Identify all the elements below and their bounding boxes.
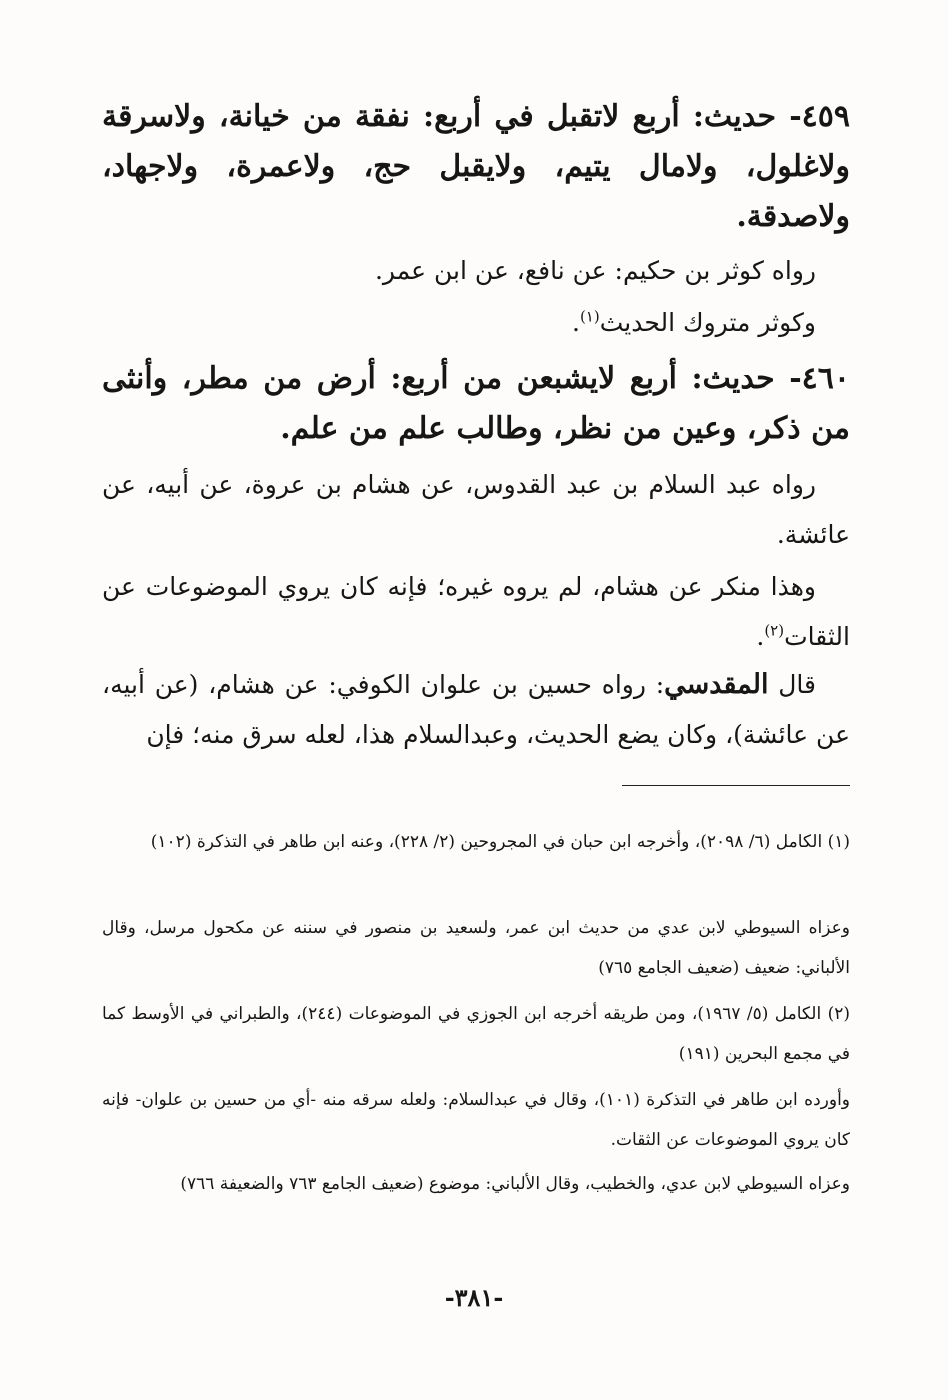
page-number: -٣٨١- (444, 1283, 504, 1312)
footnote-2c: وعزاه السيوطي لابن عدي، والخطيب، وقال الألباني: موضوع (ضعيف الجامع ٧٦٣ والضعيفة ٧٦٦) (180, 1174, 850, 1194)
footnote-1b: وعزاه السيوطي لابن عدي من حديث ابن عمر، ولسعيد بن منصور في سننه عن مكحول مرسل، وقال الألباني: ضعيف (ضعيف الجامع ٧٦٥) (102, 918, 850, 978)
maqdisi-lead: قال (778, 670, 816, 699)
hadith-459-note-text: وكوثر متروك الحديث (599, 308, 816, 337)
footnote-ref-2: (٢) (764, 621, 785, 640)
maqdisi-text: : رواه حسين بن علوان الكوفي: عن هشام، (عن أبيه، عن عائشة)، وكان يضع الحديث، وعبدالسلام هذا، لعله سرق منه؛ فإن (102, 670, 850, 749)
hadith-460-title: ٤٦٠- حديث: أربع لايشبعن من أربع: أرض من مطر، وأنثى من ذكر، وعين من نظر، وطالب علم من علم. (102, 361, 850, 446)
maqdisi-comment (102, 660, 850, 760)
footnote-1a: (١) الكامل (٦/ ٢٠٩٨)، وأخرجه ابن حبان في المجروحين (٢/ ٢٢٨)، وعنه ابن طاهر في التذكرة (١٠٢) (150, 832, 850, 852)
hadith-460-note-end: . (756, 622, 765, 651)
hadith-460-note (102, 562, 850, 662)
maqdisi-name: المقدسي (664, 669, 769, 700)
footnote-separator (622, 785, 850, 786)
hadith-459-note (102, 298, 850, 348)
hadith-460-note-text: وهذا منكر عن هشام، لم يروه غيره؛ فإنه كان يروي الموضوعات عن الثقات (102, 572, 850, 651)
hadith-460-chain: رواه عبد السلام بن عبد القدوس، عن هشام بن عروة، عن أبيه، عن عائشة. (102, 470, 850, 549)
footnote-2b: وأورده ابن طاهر في التذكرة (١٠١)، وقال في عبدالسلام: ولعله سرقه منه -أي من حسين بن علوان- فإنه كان يروي الموضوعات عن الثقات. (102, 1090, 850, 1150)
footnote-2a: (٢) الكامل (٥/ ١٩٦٧)، ومن طريقه أخرجه ابن الجوزي في الموضوعات (٢٤٤)، والطبراني في الأوسط كما في مجمع البحرين (١٩١) (102, 1004, 850, 1064)
hadith-459-title: ٤٥٩- حديث: أربع لاتقبل في أربع: نفقة من خيانة، ولاسرقة ولاغلول، ولامال يتيم، ولايقبل حج، ولاعمرة، ولاجهاد، ولاصدقة. (102, 99, 850, 234)
hadith-459-note-end: . (571, 308, 580, 337)
hadith-459-chain: رواه كوثر بن حكيم: عن نافع، عن ابن عمر. (374, 256, 816, 285)
footnote-ref-1: (١) (579, 307, 600, 326)
